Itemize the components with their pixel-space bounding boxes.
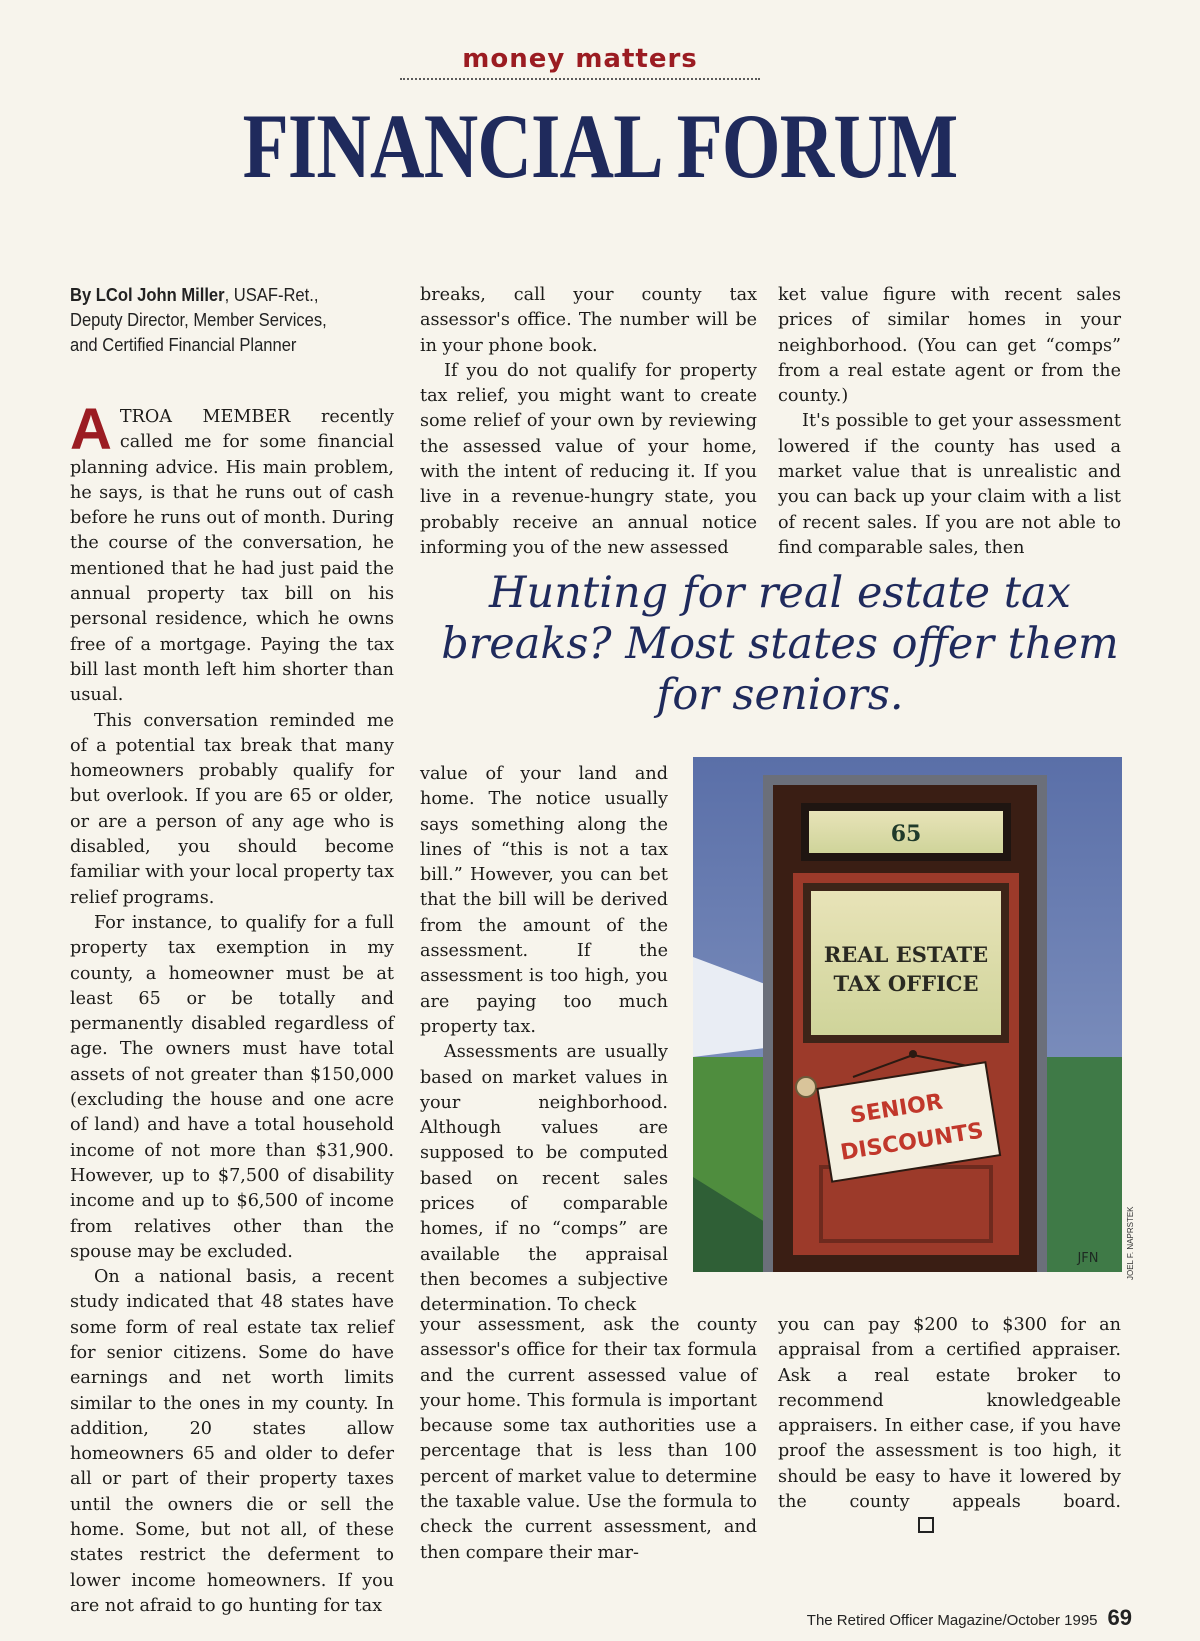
article-paragraph: For instance, to qualify for a full property tax exemption in my county, a homeowner must be at least 65 or be totally and permanently disabled regardless of age. The owners must have total assets of not greater than $150,000 (excluding the house and one acre of land) and have a total household income of not more than $31,900. However, up to $7,500 of disability income and up to $6,500 of income from relatives other than the spouse may be excluded. bbox=[70, 912, 394, 1262]
door-transom-number: 65 bbox=[890, 821, 922, 847]
article-column-2-bottom bbox=[420, 1313, 757, 1566]
end-mark-icon bbox=[918, 1517, 934, 1533]
byline-author: By LCol John Miller bbox=[70, 285, 225, 305]
drop-cap: A bbox=[70, 397, 112, 462]
article-paragraph: It's possible to get your assessment lowered if the county has used a market value that is unrealistic and you can back up your claim with a list of recent sales. If you are not able to find comparable sales, then bbox=[778, 411, 1121, 558]
article-paragraph: you can pay $200 to $300 for an appraisal from a certified appraiser. Ask a real estate broker to recommend knowledgeable appraisers. In either case, if you have proof the assessment is too high, it should be easy to have it lowered by the county appeals board. bbox=[778, 1313, 1121, 1541]
article-column-1 bbox=[70, 397, 394, 1619]
footer-publication: The Retired Officer Magazine/October 1995 bbox=[806, 1612, 1098, 1629]
photo-credit: JOEL F. NAPRSTEK bbox=[1126, 1206, 1135, 1280]
article-paragraph: your assessment, ask the county assessor's office for their tax formula and the current assessed value of your home. This formula is important because some tax authorities use a percentage that is less than 100 percent of market value to determine the taxable value. Use the formula to check the current assessment, and then compare their mar- bbox=[420, 1315, 757, 1563]
article-paragraph: If you do not qualify for property tax relief, you might want to create some relief of your own by reviewing the assessed value of your home, with the intent of reducing it. If you live in a revenue-hungry state, you probably receive an annual notice informing you of the new assessed bbox=[420, 360, 757, 558]
article-paragraph: breaks, call your county tax assessor's office. The number will be in your phone book. bbox=[420, 285, 757, 356]
article-paragraph: This conversation reminded me of a potential tax break that many homeowners probably qualify for but overlook. If you are 65 or older, or are a person of any age who is disabled, you should become familiar with your local property tax relief programs. bbox=[70, 710, 394, 908]
sign-text-line2: DISCOUNTS bbox=[838, 1118, 986, 1166]
page-title: FINANCIAL FORUM bbox=[242, 95, 958, 197]
article-paragraph: ket value figure with recent sales prices of similar homes in your neighborhood. (You can get “comps” from a real estate agent or from the county.) bbox=[778, 285, 1121, 407]
pull-quote: Hunting for real estate tax breaks? Most states offer them for seniors. bbox=[441, 568, 1119, 720]
byline bbox=[70, 283, 346, 358]
sign-text-line1: SENIOR bbox=[848, 1089, 945, 1129]
article-column-3-top bbox=[778, 283, 1121, 561]
article-paragraph: Assessments are usually based on market values in your neighborhood. Although values are supposed to be computed based on recent sales prices of comparable homes, if no “comps” are available the appraisal then becomes a subjective determination. To check bbox=[420, 1042, 668, 1316]
byline-credentials: , USAF-Ret., Deputy Director, Member Services, and Certified Financial Planner bbox=[70, 285, 327, 355]
illustration-tax-office-door bbox=[693, 757, 1122, 1272]
article-column-3-bottom bbox=[778, 1313, 1121, 1541]
article-paragraph: value of your land and home. The notice usually says something along the lines of “this is not a tax bill.” However, you can bet that the bill will be derived from the amount of the assessment. If the assessment is too high, you are paying too much property tax. bbox=[420, 764, 668, 1037]
section-kicker: money matters bbox=[400, 44, 760, 80]
article-column-2-top bbox=[420, 283, 757, 561]
window-lettering-line1: REAL ESTATE bbox=[823, 942, 989, 967]
page-footer bbox=[790, 1605, 1132, 1631]
window-lettering-line2: TAX OFFICE bbox=[833, 971, 979, 996]
article-paragraph: ATROA MEMBER recently called me for some financial planning advice. His main problem, he says, is that he runs out of cash before he runs out of month. During the course of the conversation, he mentioned that he had just paid the annual property tax bill on his personal residence, which he owns free of a mortgage. Paying the tax bill last month left him shorter than usual. bbox=[70, 397, 394, 706]
page-number: 69 bbox=[1107, 1605, 1132, 1630]
article-paragraph: On a national basis, a recent study indicated that 48 states have some form of real estate tax relief for senior citizens. Some do have earnings and net worth limits similar to the ones in my county. In addition, 20 states allow homeowners 65 and older to defer all or part of their property taxes until the owners die or sell the home. Some, but not all, of these states restrict the deferment to lower income homeowners. If you are not afraid to go hunting for tax bbox=[70, 1267, 394, 1616]
artist-signature: JFN bbox=[1077, 1251, 1099, 1266]
article-column-2-narrow bbox=[420, 762, 668, 1319]
